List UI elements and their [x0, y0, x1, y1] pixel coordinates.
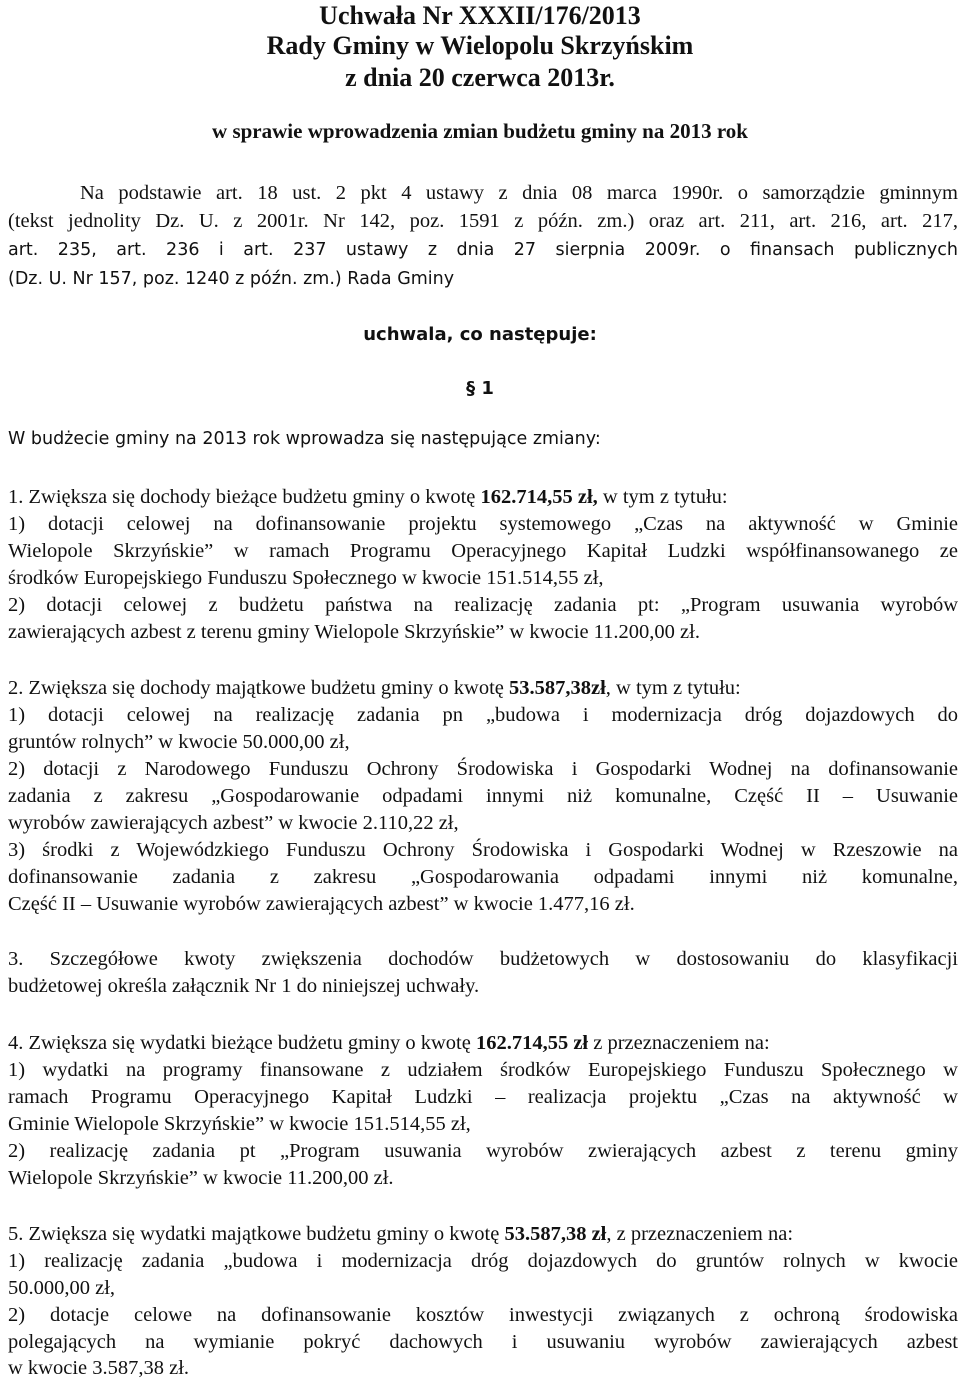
- section-5-line-2: 50.000,00 zł,: [8, 1277, 116, 1299]
- section-1-line-5: zawierających azbest z terenu gminy Wielopole Skrzyńskie” w kwocie 11.200,00 zł.: [8, 621, 700, 643]
- section-4-heading-text: 4. Zwiększa się wydatki bieżące budżetu gminy o kwotę: [8, 1032, 476, 1054]
- section-2-line-2: gruntów rolnych” w kwocie 50.000,00 zł,: [8, 731, 350, 753]
- section-1-amount: 162.714,55 zł,: [480, 486, 598, 508]
- section-5-line-3: 2) dotacje celowe na dofinansowanie kosztów inwestycji związanych z ochroną środowiska: [8, 1304, 958, 1326]
- section-5-line-5: w kwocie 3.587,38 zł.: [8, 1357, 190, 1379]
- section-4-line-2: ramach Programu Operacyjnego Kapitał Ludzki – realizacja projektu „Czas na aktywność w: [8, 1086, 958, 1108]
- preamble-line-1: Na podstawie art. 18 ust. 2 pkt 4 ustawy z dnia 08 marca 1990r. o samorządzie gminnym: [80, 182, 958, 204]
- section-2-line-6: 3) środki z Wojewódzkiego Funduszu Ochrony Środowiska i Gospodarki Wodnej w Rzeszowie na: [8, 839, 958, 861]
- section-4-line-3: Gminie Wielopole Skrzyńskie” w kwocie 151.514,55 zł,: [8, 1113, 471, 1135]
- section-2-heading-text: 2. Zwiększa się dochody majątkowe budżetu gminy o kwotę: [8, 677, 509, 699]
- section-4-heading: [8, 1030, 958, 1056]
- section-5-line-1: 1) realizację zadania „budowa i modernizacja dróg dojazdowych do gruntów rolnych w kwocie: [8, 1250, 958, 1272]
- section-2-line-1: 1) dotacji celowej na realizację zadania pn „budowa i modernizacja dróg dojazdowych do: [8, 704, 958, 726]
- section-4-line-5: Wielopole Skrzyńskie” w kwocie 11.200,00 zł.: [8, 1167, 394, 1189]
- section-4-line-1: 1) wydatki na programy finansowane z udziałem środków Europejskiego Funduszu Społecznego w: [8, 1059, 958, 1081]
- resolution-title: Uchwała Nr XXXII/176/2013: [319, 1, 641, 30]
- section-1-heading-text: 1. Zwiększa się dochody bieżące budżetu gminy o kwotę: [8, 486, 481, 508]
- resolution-subject: w sprawie wprowadzenia zmian budżetu gminy na 2013 rok: [212, 119, 748, 143]
- section-1-line-3: środków Europejskiego Funduszu Społecznego w kwocie 151.514,55 zł,: [8, 567, 604, 589]
- section-2-line-8: Część II – Usuwanie wyrobów zawierających azbest” w kwocie 1.477,16 zł.: [8, 893, 635, 915]
- section-4-heading-tail: z przeznaczeniem na:: [588, 1032, 770, 1054]
- section-3-line-1: 3. Szczegółowe kwoty zwiększenia dochodów budżetowych w dostosowaniu do klasyfikacji: [8, 948, 958, 970]
- paragraph-mark: § 1: [466, 378, 494, 399]
- section-5-line-4: polegających na wymianie pokryć dachowych i usuwaniu wyrobów zawierających azbest: [8, 1331, 958, 1353]
- preamble-line-2: (tekst jednolity Dz. U. z 2001r. Nr 142, poz. 1591 z późn. zm.) oraz art. 211, art. 216, art. 217,: [8, 210, 958, 232]
- section-2-amount: 53.587,38zł: [509, 677, 606, 699]
- section-2-line-7: dofinansowanie zadania z zakresu „Gospodarowania odpadami innymi niż komunalne,: [8, 866, 958, 888]
- section-1-line-4: 2) dotacji celowej z budżetu państwa na realizację zadania pt: „Program usuwania wyrobów: [8, 594, 958, 616]
- section-2-heading: [8, 675, 958, 701]
- section-4-amount: 162.714,55 zł: [475, 1032, 589, 1054]
- resolves-heading: uchwala, co następuje:: [363, 324, 597, 345]
- section-5-amount: 53.587,38 zł: [504, 1223, 607, 1245]
- section-4-line-4: 2) realizację zadania pt „Program usuwania wyrobów zwierających azbest z terenu gminy: [8, 1140, 958, 1162]
- section-5-heading-text: 5. Zwiększa się wydatki majątkowe budżetu gminy o kwotę: [8, 1223, 505, 1245]
- preamble-line-4: (Dz. U. Nr 157, poz. 1240 z późn. zm.) Rada Gminy: [8, 269, 455, 289]
- council-name: Rady Gminy w Wielopolu Skrzyńskim: [266, 31, 694, 60]
- section-1-line-2: Wielopole Skrzyńskie” w ramach Programu Operacyjnego Kapitał Ludzki współfinansowanego ze: [8, 540, 958, 562]
- section-3-line-2: budżetowej określa załącznik Nr 1 do niniejszej uchwały.: [8, 975, 480, 997]
- preamble-line-3: art. 235, art. 236 i art. 237 ustawy z dnia 27 sierpnia 2009r. o finansach publicznych: [8, 240, 958, 260]
- section-2-heading-tail: , w tym z tytułu:: [605, 677, 741, 699]
- section-5-heading-tail: , z przeznaczeniem na:: [606, 1223, 794, 1245]
- section-1-heading-tail: w tym z tytułu:: [597, 486, 728, 508]
- section-1-heading: [8, 484, 958, 510]
- section-2-line-3: 2) dotacji z Narodowego Funduszu Ochrony Środowiska i Gospodarki Wodnej na dofinansowanie: [8, 758, 958, 780]
- section-2-line-4: zadania z zakresu „Gospodarowanie odpadami innymi niż komunalne, Część II – Usuwanie: [8, 785, 958, 807]
- section-1-line-1: 1) dotacji celowej na dofinansowanie projektu systemowego „Czas na aktywność w Gminie: [8, 513, 958, 535]
- changes-intro: W budżecie gminy na 2013 rok wprowadza się następujące zmiany:: [8, 429, 601, 449]
- resolution-date: z dnia 20 czerwca 2013r.: [345, 63, 615, 92]
- section-5-heading: [8, 1221, 958, 1247]
- section-2-line-5: wyrobów zawierających azbest” w kwocie 2.110,22 zł,: [8, 812, 459, 834]
